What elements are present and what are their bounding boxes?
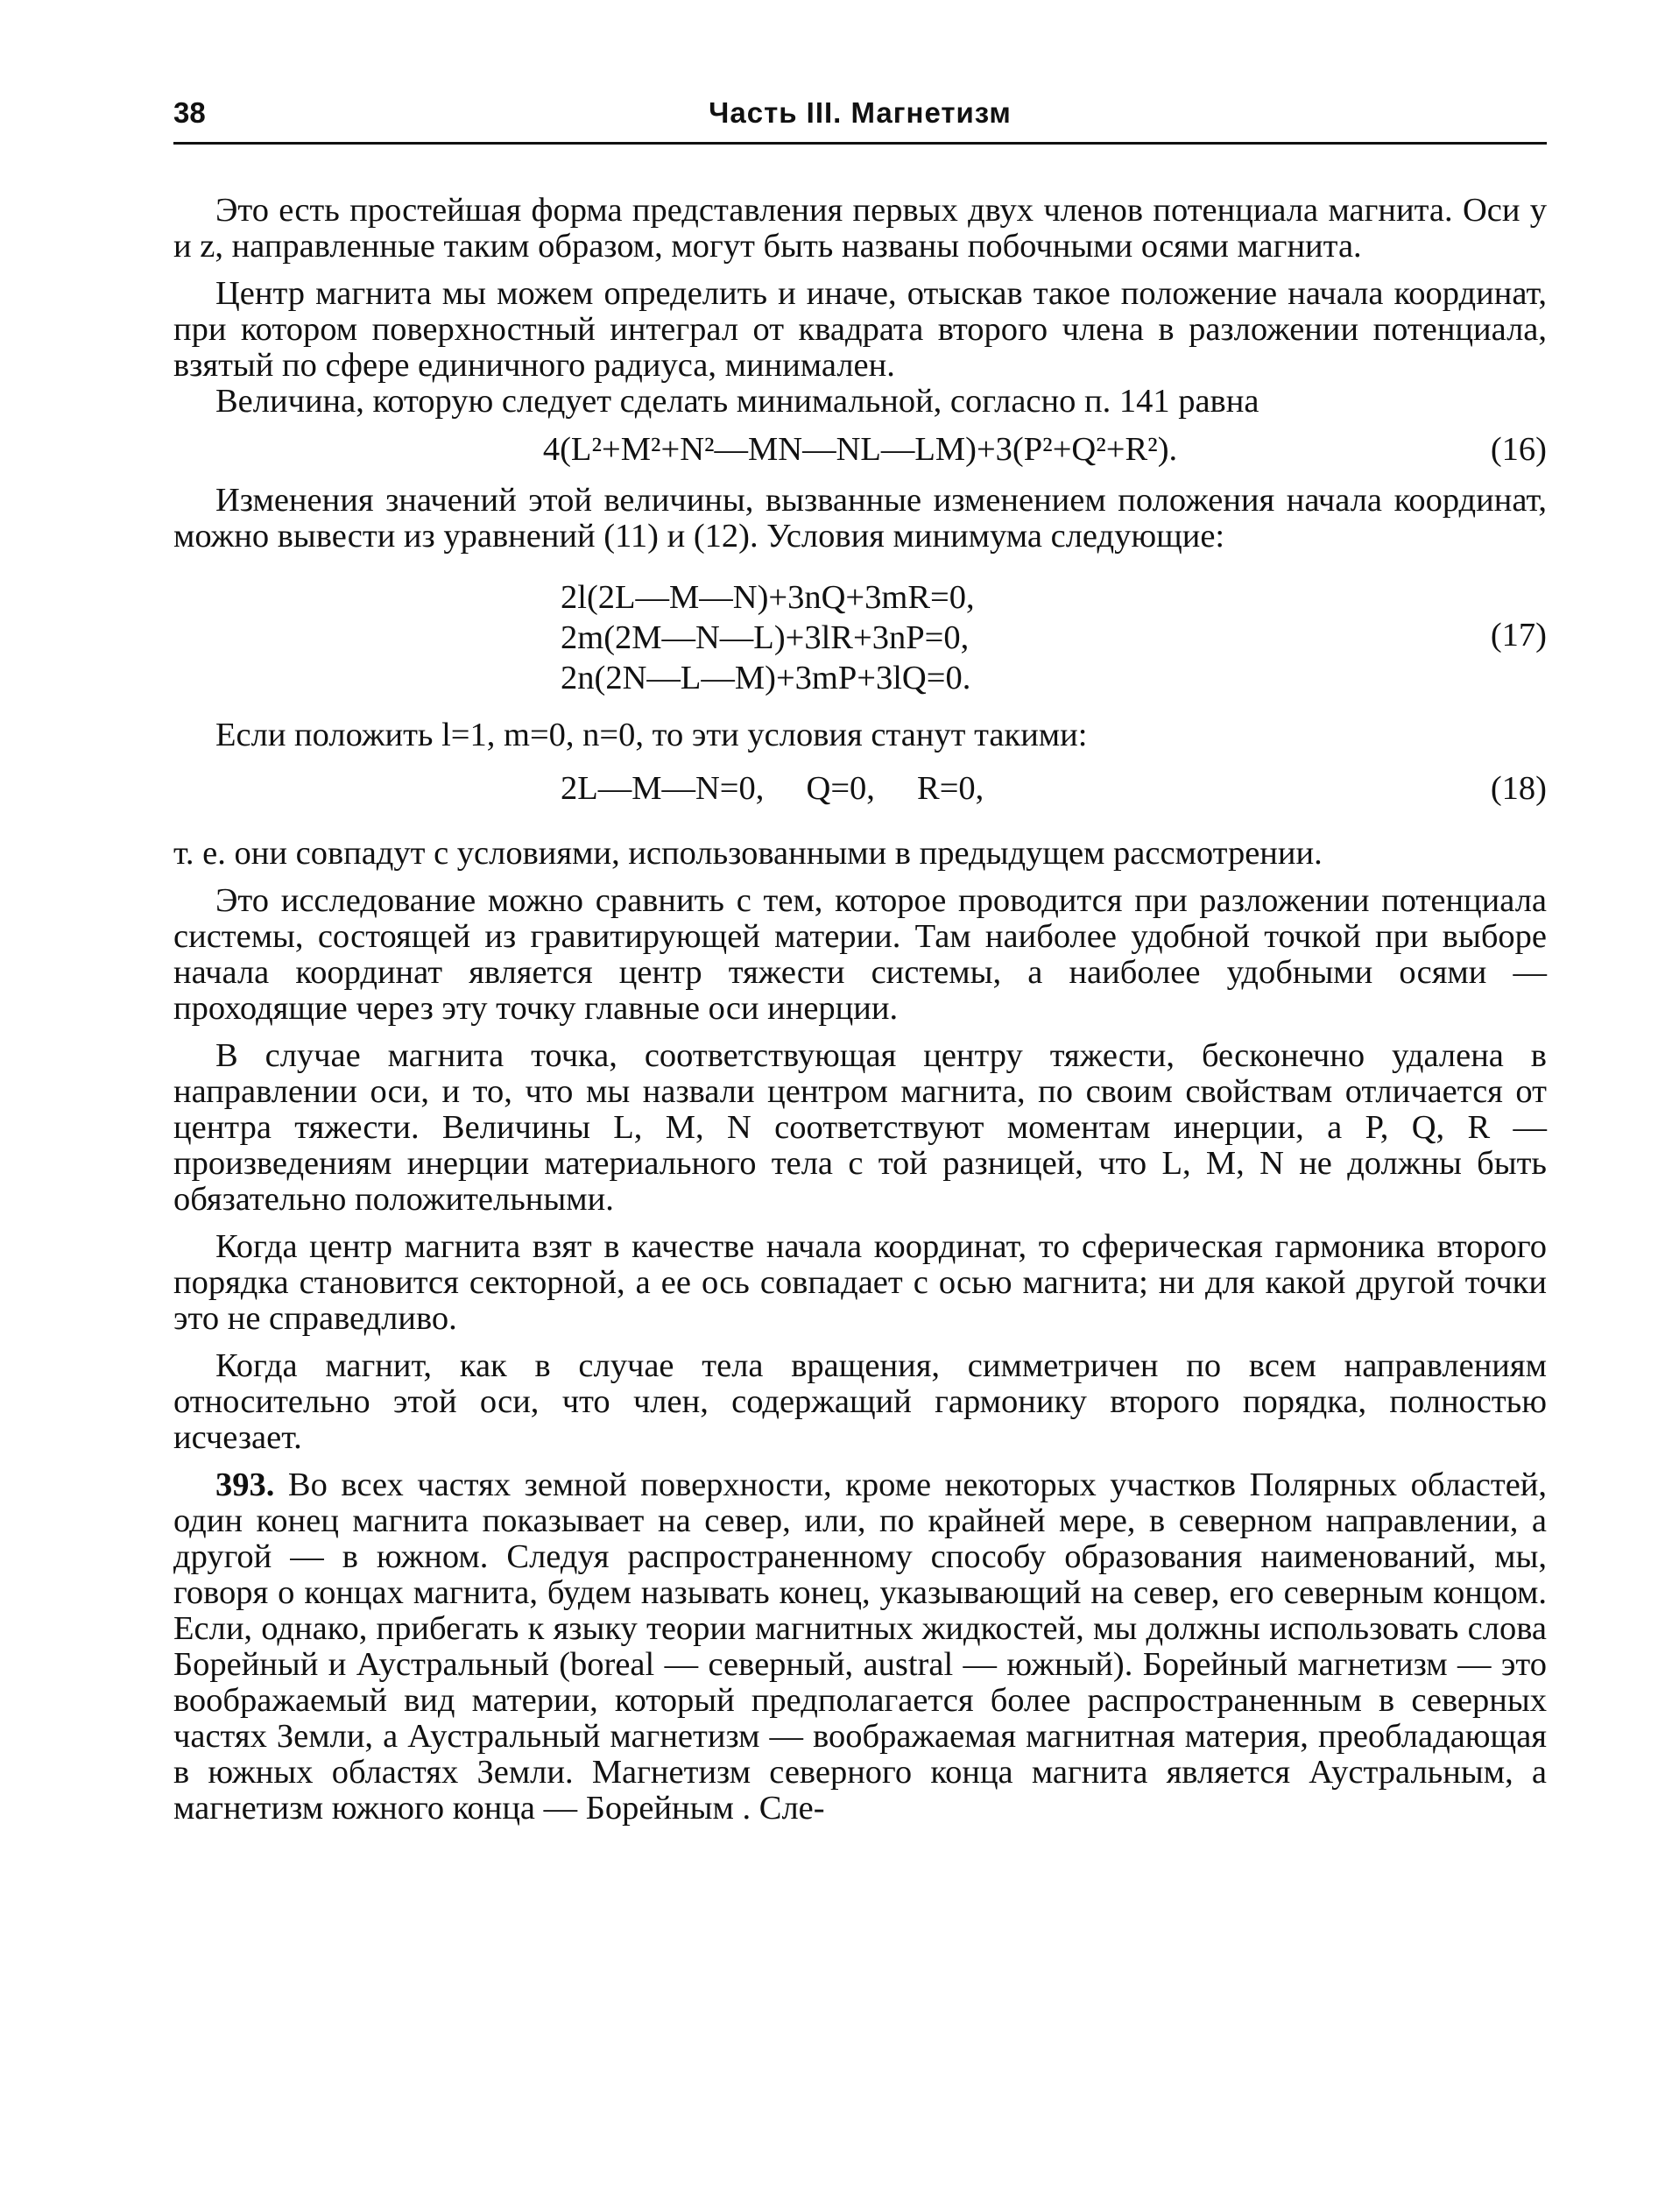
equation-18-number: (18) (1490, 770, 1547, 807)
running-title: Часть III. Магнетизм (709, 96, 1012, 129)
equation-18-body: 2L—M—N=0, Q=0, R=0, (561, 770, 984, 807)
equation-18 (173, 766, 1547, 815)
body-text (173, 193, 1547, 1827)
paragraph-8: В случае магнита точка, соответствующая центру тяжести, бесконечно удалена в направлении оси, и то, что мы назвали центром магнита, по своим свойствам отличается от центра тяжести. Величины L, M, N соответствуют моментам инерции, а P, Q, R — произведениям инерции материального тела с той разницей, что L, M, N не должны быть обязательно положительными. (173, 1037, 1547, 1218)
equation-17 (173, 577, 1547, 702)
paragraph-5: Если положить l=1, m=0, n=0, то эти условия станут такими: (215, 717, 1088, 753)
section-number: 393. (215, 1466, 275, 1503)
paragraph-11 (173, 1467, 1547, 1827)
page-number: 38 (173, 96, 206, 129)
paragraph-3: Величина, которую следует сделать минимальной, согласно п. 141 равна (215, 383, 1259, 420)
equation-16 (173, 425, 1547, 474)
header-rule (173, 142, 1547, 145)
book-page (173, 88, 1548, 1827)
equation-17-line-2: 2m(2M—N—L)+3lR+3nP=0, (561, 619, 970, 656)
equation-17-number: (17) (1490, 617, 1547, 654)
paragraph-4: Изменения значений этой величины, вызванные изменением положения начала координат, можно вывести из уравнений (11) и (12). Условия минимума следующие: (173, 482, 1547, 555)
equation-16-number: (16) (1490, 431, 1547, 468)
running-head (173, 88, 1547, 138)
paragraph-10: Когда магнит, как в случае тела вращения, симметричен по всем направлениям относительно этой оси, что член, содержащий гармонику второго порядка, полностью исчезает. (173, 1347, 1547, 1456)
paragraph-9: Когда центр магнита взят в качестве начала координат, то сферическая гармоника второго порядка становится секторной, а ее ось совпадает с осью магнита; ни для какой другой точки это не справедливо. (173, 1228, 1547, 1337)
paragraph-1: Это есть простейшая форма представления первых двух членов потенциала магнита. Оси y и z, направленные таким образом, могут быть названы побочными осями магнита. (173, 192, 1547, 265)
equation-16-body: 4(L²+M²+N²—MN—NL—LM)+3(P²+Q²+R²). (542, 431, 1178, 468)
paragraph-7: Это исследование можно сравнить с тем, которое проводится при разложении потенциала системы, состоящей из гравитирующей материи. Там наиболее удобной точкой при выборе начала координат является центр тяжести системы, а наиболее удобными осями — проходящие через эту точку главные оси инерции. (173, 882, 1547, 1027)
equation-17-line-3: 2n(2N—L—M)+3mP+3lQ=0. (561, 660, 971, 696)
equation-17-line-1: 2l(2L—M—N)+3nQ+3mR=0, (561, 579, 975, 616)
paragraph-11-text: Во всех частях земной поверхности, кроме некоторых участков Полярных областей, один конец магнита показывает на север, или, по крайней мере, в северном направлении, а другой — в южном. Следуя распространенному способу образования наименований, мы, говоря о концах магнита, будем называть конец, указывающий на север, его северным концом. Если, однако, прибегать к языку теории магнитных жидкостей, мы должны использовать слова Борейный и Аустральный (boreal — северный, austral — южный). Борейный магнетизм — это воображаемый вид материи, который предполагается более распространенным в северных частях Земли, а Аустральный магнетизм — воображаемая магнитная материя, преобладающая в южных областях Земли. Магнетизм северного конца магнита является Аустральным, а магнетизм южного конца — Борейным . Сле- (173, 1466, 1548, 1827)
paragraph-6: т. е. они совпадут с условиями, использованными в предыдущем рассмотрении. (173, 835, 1323, 872)
paragraph-2: Центр магнита мы можем определить и иначе, отыскав такое положение начала координат, при котором поверхностный интеграл от квадрата второго члена в разложении потенциала, взятый по сфере единичного радиуса, минимален. (173, 275, 1547, 384)
equation-17-lines (561, 577, 975, 698)
